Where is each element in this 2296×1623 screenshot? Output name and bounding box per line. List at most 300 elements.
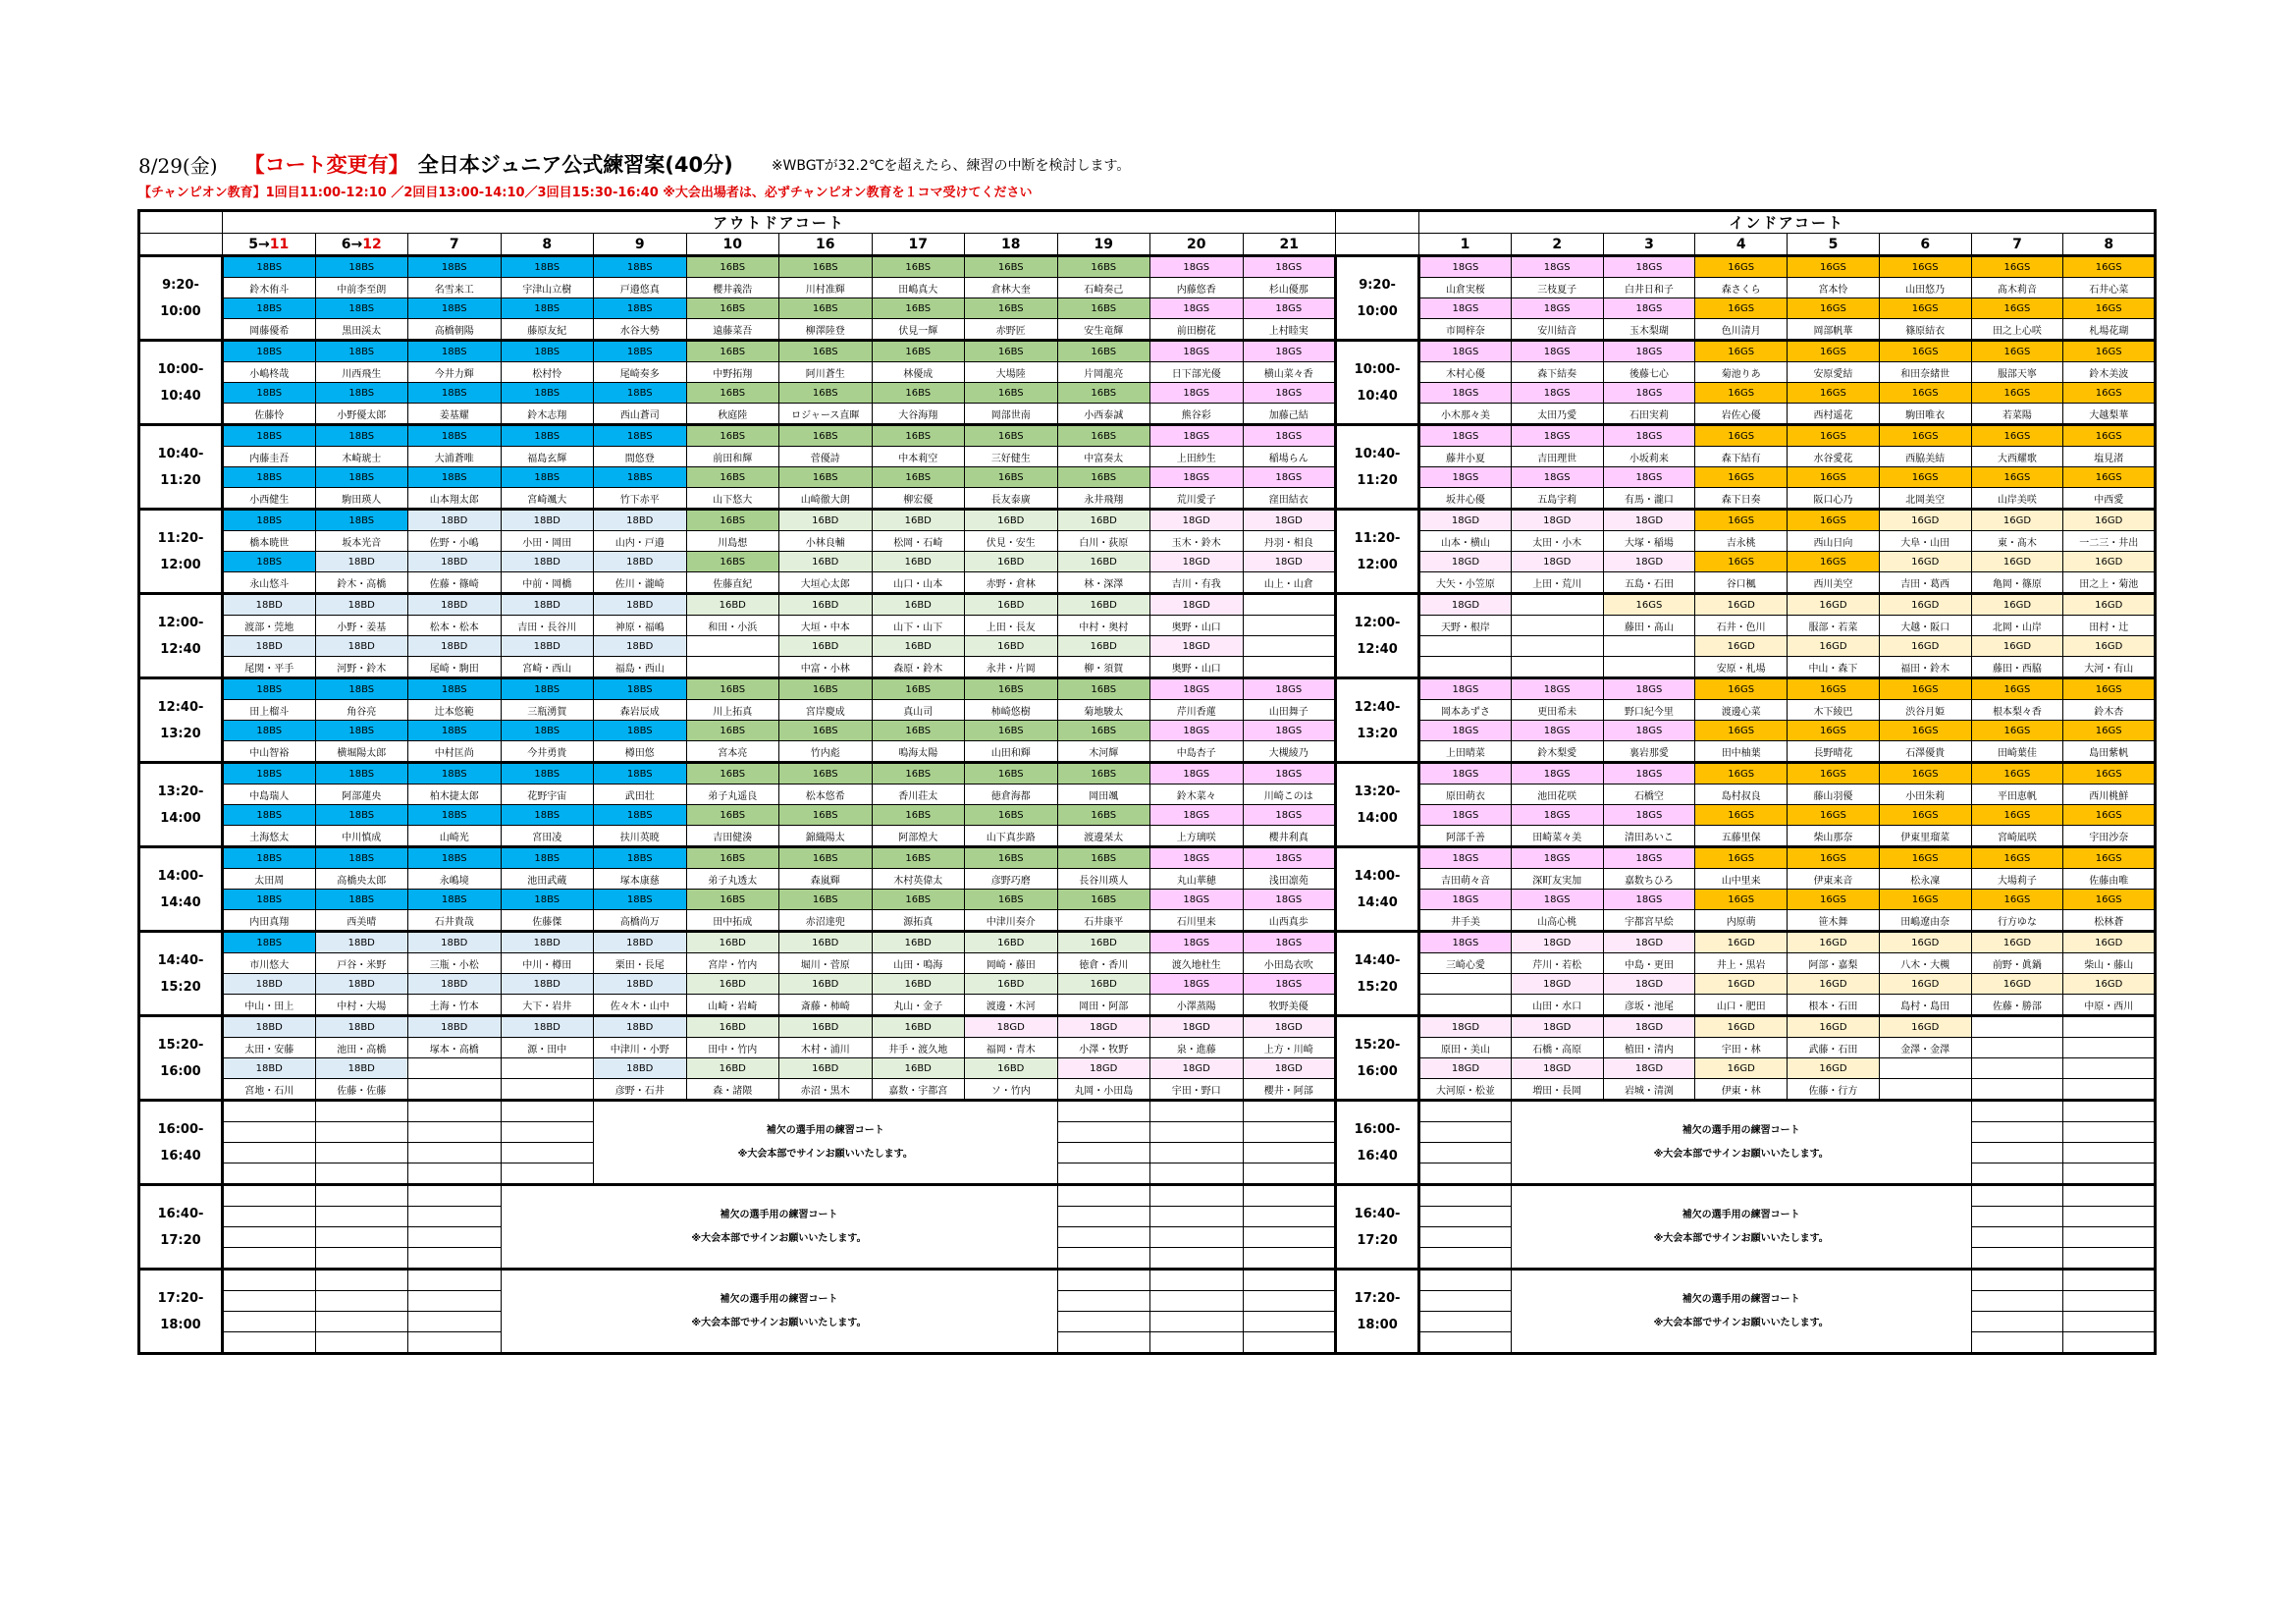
schedule-row <box>139 488 2156 510</box>
player-name-cell: 菊地駿太 <box>1057 700 1150 721</box>
empty-cell <box>2063 1248 2156 1270</box>
court-event-cell: 16GS <box>1971 678 2063 700</box>
court-event-cell: 18GS <box>1511 721 1603 741</box>
empty-cell <box>1057 1312 1150 1332</box>
player-name-cell: 宮崎颯大 <box>501 488 594 510</box>
player-name-cell: 間悠登 <box>594 447 687 467</box>
court-event-cell: 18GS <box>1511 805 1603 826</box>
player-name-cell: 石崎奏己 <box>1057 278 1150 298</box>
court-event-cell: 16GS <box>1603 594 1695 616</box>
time-start: 17:20- <box>157 1290 204 1306</box>
court-event-cell: 18GS <box>1243 763 1336 784</box>
player-name-cell: 篠原結衣 <box>1879 319 1971 341</box>
court-event-cell: 16BD <box>686 1058 779 1079</box>
player-name-cell: 柴山那奈 <box>1788 826 1880 847</box>
document-header <box>138 149 1130 200</box>
court-event-cell: 16BD <box>779 932 873 953</box>
empty-cell <box>1419 1207 1512 1227</box>
player-name-cell: 亀岡・篠原 <box>1971 572 2063 594</box>
court-event-cell: 18GS <box>1150 763 1244 784</box>
player-name-cell: 西山蒼司 <box>594 404 687 425</box>
indoor-court-number: 2 <box>1511 234 1603 256</box>
court-event-cell: 18BS <box>223 552 316 572</box>
court-event-cell: 18GD <box>1150 510 1244 531</box>
court-event-cell: 16GS <box>1788 847 1880 869</box>
player-name-cell: 北岡美空 <box>1879 488 1971 510</box>
court-event-cell: 16BD <box>686 594 779 616</box>
player-name-cell: 日下部光優 <box>1150 362 1244 383</box>
court-event-cell: 18BS <box>223 678 316 700</box>
substitute-note <box>594 1101 1058 1185</box>
player-name-cell: 芹川香蓮 <box>1150 700 1244 721</box>
empty-cell <box>408 1207 502 1227</box>
empty-cell <box>315 1207 408 1227</box>
player-name-cell: 赤沼・黒木 <box>779 1079 873 1101</box>
player-name-cell: 宮本亮 <box>686 741 779 763</box>
empty-cell <box>223 1270 316 1291</box>
court-event-cell: 16GS <box>1788 425 1880 447</box>
schedule-row <box>139 763 2156 784</box>
player-name-cell: 浅田凛苑 <box>1243 869 1336 890</box>
court-event-cell: 16BS <box>686 341 779 362</box>
court-event-cell: 16BD <box>779 1016 873 1038</box>
time-start: 12:40- <box>157 699 204 715</box>
schedule-row <box>139 890 2156 910</box>
empty-cell <box>1057 1101 1150 1122</box>
player-name-cell: 鈴木美波 <box>2063 362 2156 383</box>
court-event-cell: 16BD <box>779 594 873 616</box>
court-event-cell: 18GS <box>1419 467 1512 488</box>
court-event-cell: 18BD <box>594 552 687 572</box>
court-event-cell: 18GD <box>1603 1016 1695 1038</box>
player-name-cell: 安原・札場 <box>1695 657 1788 678</box>
player-name-cell: 櫻井義浩 <box>686 278 779 298</box>
court-event-cell: 18BS <box>408 890 502 910</box>
player-name-cell: 山崎・岩崎 <box>686 995 779 1016</box>
court-event-cell: 16BS <box>686 298 779 319</box>
court-event-cell: 16BS <box>779 298 873 319</box>
player-name-cell: 大谷海翔 <box>872 404 965 425</box>
court-event-cell: 18GS <box>1243 678 1336 700</box>
court-event-cell: 18BS <box>315 425 408 447</box>
time-end: 14:40 <box>1357 894 1398 910</box>
player-name-cell: 中原・西川 <box>2063 995 2156 1016</box>
substitute-note-line1: 補欠の選手用の練習コート <box>1682 1293 1800 1305</box>
court-event-cell: 18GS <box>1150 721 1244 741</box>
time-end: 12:00 <box>1357 557 1398 572</box>
time-start: 9:20- <box>162 277 199 293</box>
player-name-cell: 石田実莉 <box>1603 404 1695 425</box>
court-event-cell: 16GD <box>1879 974 1971 995</box>
court-event-cell: 18GS <box>1150 256 1244 278</box>
player-name-cell: 丹羽・相良 <box>1243 531 1336 552</box>
substitute-note-line1: 補欠の選手用の練習コート <box>1682 1209 1800 1220</box>
court-event-cell: 18BS <box>408 298 502 319</box>
court-event-cell: 16BD <box>779 552 873 572</box>
court-event-cell <box>1879 1058 1971 1079</box>
court-event-cell: 18BS <box>501 847 594 869</box>
court-event-cell: 18GS <box>1603 298 1695 319</box>
player-name-cell: 山本翔太郎 <box>408 488 502 510</box>
schedule-row <box>139 341 2156 362</box>
player-name-cell: 森・諸隈 <box>686 1079 779 1101</box>
player-name-cell: 伊東・林 <box>1695 1079 1788 1101</box>
substitute-note-line2: ※大会本部でサインお願いいたします。 <box>691 1317 867 1328</box>
outdoor-court-number: 17 <box>872 234 965 256</box>
court-event-cell: 18BS <box>223 467 316 488</box>
player-name-cell <box>1243 657 1336 678</box>
court-event-cell: 18GD <box>1150 636 1244 657</box>
substitute-note-indoor <box>1511 1101 1971 1185</box>
court-event-cell: 16BS <box>779 467 873 488</box>
player-name-cell: 山田・水口 <box>1511 995 1603 1016</box>
schedule-row <box>139 847 2156 869</box>
schedule-row <box>139 1079 2156 1101</box>
court-event-cell: 16GS <box>2063 341 2156 362</box>
court-event-cell: 18GD <box>1243 1016 1336 1038</box>
player-name-cell: 上方・川崎 <box>1243 1038 1336 1058</box>
player-name-cell: 太田乃愛 <box>1511 404 1603 425</box>
player-name-cell: 杉山優那 <box>1243 278 1336 298</box>
court-event-cell: 16BD <box>686 1016 779 1038</box>
court-event-cell: 16BS <box>872 298 965 319</box>
player-name-cell: 小田・岡田 <box>501 531 594 552</box>
court-event-cell: 16GS <box>1971 383 2063 404</box>
player-name-cell: 中川慎成 <box>315 826 408 847</box>
player-name-cell: 永山悠斗 <box>223 572 316 594</box>
court-event-cell: 16BD <box>965 552 1058 572</box>
player-name-cell: 井手美 <box>1419 910 1512 932</box>
court-event-cell: 18GD <box>1603 1058 1695 1079</box>
empty-cell <box>1150 1207 1244 1227</box>
player-name-cell: 菅優詩 <box>779 447 873 467</box>
court-event-cell: 16BS <box>686 383 779 404</box>
court-event-cell: 16GS <box>1695 256 1788 278</box>
court-event-cell: 16BS <box>872 678 965 700</box>
court-event-cell <box>1511 636 1603 657</box>
player-name-cell: 太田周 <box>223 869 316 890</box>
player-name-cell: 今井勇貴 <box>501 741 594 763</box>
player-name-cell <box>501 1079 594 1101</box>
player-name-cell: 和田・小浜 <box>686 616 779 636</box>
court-event-cell: 16GS <box>1695 425 1788 447</box>
empty-cell <box>1150 1143 1244 1163</box>
court-event-cell: 16GD <box>1971 974 2063 995</box>
court-event-cell: 16BS <box>686 552 779 572</box>
player-name-cell: 札場花瑚 <box>2063 319 2156 341</box>
court-event-cell: 16GS <box>1788 721 1880 741</box>
empty-cell <box>1057 1227 1150 1248</box>
player-name-cell: 中前李至朗 <box>315 278 408 298</box>
empty-cell <box>408 1143 502 1163</box>
player-name-cell <box>2063 1079 2156 1101</box>
court-event-cell: 16BS <box>1057 678 1150 700</box>
player-name-cell: 伊東里瑠菜 <box>1879 826 1971 847</box>
player-name-cell: 宮岸慶成 <box>779 700 873 721</box>
player-name-cell: 小西泰誠 <box>1057 404 1150 425</box>
player-name-cell: 渡邊心菜 <box>1695 700 1788 721</box>
court-event-cell: 16BS <box>965 678 1058 700</box>
empty-cell <box>1057 1185 1150 1207</box>
player-name-cell: 田村・辻 <box>2063 616 2156 636</box>
player-name-cell: 市川悠大 <box>223 953 316 974</box>
court-event-cell: 18GS <box>1603 805 1695 826</box>
player-name-cell: 鈴木梨愛 <box>1511 741 1603 763</box>
player-name-cell: 角谷亮 <box>315 700 408 721</box>
player-name-cell <box>1971 1038 2063 1058</box>
player-name-cell: 木崎琥士 <box>315 447 408 467</box>
court-event-cell: 16BD <box>965 974 1058 995</box>
player-name-cell: 太田・安藤 <box>223 1038 316 1058</box>
court-event-cell: 16GD <box>1971 552 2063 572</box>
empty-cell <box>501 1122 594 1143</box>
player-name-cell: 岡崎・藤田 <box>965 953 1058 974</box>
empty-cell <box>2063 1312 2156 1332</box>
court-event-cell: 18BD <box>315 1016 408 1038</box>
player-name-cell: 福田・鈴木 <box>1879 657 1971 678</box>
player-name-cell: 一二三・井出 <box>2063 531 2156 552</box>
wbgt-note: ※WBGTが32.2℃を超えたら、練習の中断を検討します。 <box>771 158 1131 174</box>
indoor-court-number: 4 <box>1695 234 1788 256</box>
player-name-cell: 嘉数・宇都宮 <box>872 1079 965 1101</box>
court-event-cell: 16GD <box>2063 974 2156 995</box>
court-event-cell: 16BD <box>779 510 873 531</box>
empty-cell <box>408 1185 502 1207</box>
empty-cell <box>223 1312 316 1332</box>
court-event-cell: 18BS <box>501 678 594 700</box>
empty-cell <box>2063 1122 2156 1143</box>
empty-cell <box>223 1101 316 1122</box>
player-name-cell: 柿崎悠樹 <box>965 700 1058 721</box>
player-name-cell: 中山・森下 <box>1788 657 1880 678</box>
court-event-cell: 16BS <box>1057 383 1150 404</box>
court-event-cell: 18BS <box>408 721 502 741</box>
empty-cell <box>501 1143 594 1163</box>
player-name-cell: 安生竜輝 <box>1057 319 1150 341</box>
player-name-cell: 大越・阪口 <box>1879 616 1971 636</box>
section-header-row <box>139 211 2156 234</box>
time-start: 16:40- <box>157 1206 204 1221</box>
player-name-cell: 中西愛 <box>2063 488 2156 510</box>
time-start: 15:20- <box>157 1037 204 1053</box>
court-event-cell: 18BD <box>501 510 594 531</box>
court-event-cell: 18GS <box>1243 805 1336 826</box>
court-event-cell: 16BS <box>779 678 873 700</box>
time-start: 10:00- <box>157 361 204 377</box>
court-event-cell: 18BD <box>223 1058 316 1079</box>
player-name-cell: 岡田颯 <box>1057 784 1150 805</box>
court-event-cell: 18BD <box>315 594 408 616</box>
schedule-row <box>139 741 2156 763</box>
player-name-cell: 鈴木・高橋 <box>315 572 408 594</box>
court-event-cell: 16BS <box>779 341 873 362</box>
player-name-cell: 駒田瑛人 <box>315 488 408 510</box>
time-end: 16:00 <box>1357 1063 1398 1079</box>
court-event-cell: 16BS <box>1057 763 1150 784</box>
outdoor-court-number: 10 <box>686 234 779 256</box>
player-name-cell: 彦野巧磨 <box>965 869 1058 890</box>
court-event-cell: 16GS <box>2063 383 2156 404</box>
corner-cell <box>139 211 223 234</box>
court-event-cell: 18GS <box>1511 763 1603 784</box>
player-name-cell: 山倉実桜 <box>1419 278 1512 298</box>
court-event-cell: 18BS <box>501 721 594 741</box>
court-event-cell: 18BS <box>501 467 594 488</box>
court-event-cell: 18BS <box>315 341 408 362</box>
court-event-cell: 16BS <box>686 256 779 278</box>
empty-cell <box>1971 1312 2063 1332</box>
player-name-cell: 三枝夏子 <box>1511 278 1603 298</box>
player-name-cell: 中本莉空 <box>872 447 965 467</box>
court-event-cell: 18BS <box>223 763 316 784</box>
schedule-row <box>139 256 2156 278</box>
player-name-cell: 山西真歩 <box>1243 910 1336 932</box>
time-start: 14:00- <box>157 868 204 884</box>
empty-cell <box>1150 1312 1244 1332</box>
time-slot-label <box>139 847 223 932</box>
court-event-cell: 18BS <box>594 256 687 278</box>
player-name-cell: 髙木莉音 <box>1971 278 2063 298</box>
time-start: 17:20- <box>1354 1290 1401 1306</box>
court-event-cell: 16GS <box>1879 805 1971 826</box>
court-event-cell: 18BS <box>223 932 316 953</box>
outdoor-court-number: 16 <box>779 234 873 256</box>
player-name-cell: 大塚・稲場 <box>1603 531 1695 552</box>
player-name-cell: 松本・松本 <box>408 616 502 636</box>
court-event-cell: 18GS <box>1243 890 1336 910</box>
substitute-note-indoor <box>1511 1270 1971 1354</box>
court-event-cell: 18GS <box>1150 890 1244 910</box>
empty-cell <box>1057 1248 1150 1270</box>
player-name-cell: 宇津山立樹 <box>501 278 594 298</box>
court-event-cell: 18GS <box>1243 974 1336 995</box>
court-event-cell: 16GS <box>1695 847 1788 869</box>
court-event-cell: 18GD <box>1057 1016 1150 1038</box>
court-event-cell: 18BD <box>408 636 502 657</box>
player-name-cell: 大河原・松並 <box>1419 1079 1512 1101</box>
player-name-cell: 前田和輝 <box>686 447 779 467</box>
player-name-cell: 長野晴花 <box>1788 741 1880 763</box>
court-event-cell: 18BD <box>501 974 594 995</box>
empty-cell <box>408 1101 502 1122</box>
player-name-cell: 長友泰廣 <box>965 488 1058 510</box>
player-name-cell: 徳倉海都 <box>965 784 1058 805</box>
player-name-cell: 香川荘太 <box>872 784 965 805</box>
court-event-cell: 18GD <box>1419 1058 1512 1079</box>
player-name-cell: 彦坂・池尾 <box>1603 995 1695 1016</box>
title-line <box>138 149 1130 179</box>
player-name-cell: 安川結音 <box>1511 319 1603 341</box>
player-name-cell: 若菜陽 <box>1971 404 2063 425</box>
court-event-cell: 16GS <box>1788 763 1880 784</box>
empty-cell <box>1419 1101 1512 1122</box>
player-name-cell: 林優成 <box>872 362 965 383</box>
court-event-cell: 18BS <box>408 805 502 826</box>
court-event-cell: 16GS <box>1971 298 2063 319</box>
empty-cell <box>1243 1163 1336 1185</box>
court-event-cell: 18BS <box>223 256 316 278</box>
empty-cell <box>1971 1185 2063 1207</box>
court-event-cell: 16BS <box>965 383 1058 404</box>
substitute-note-line1: 補欠の選手用の練習コート <box>766 1124 884 1136</box>
court-event-cell: 18GD <box>965 1016 1058 1038</box>
time-end: 11:20 <box>1357 472 1398 488</box>
player-name-cell: 土海悠太 <box>223 826 316 847</box>
player-name-cell: 柳澤陸登 <box>779 319 873 341</box>
player-name-cell: 源・田中 <box>501 1038 594 1058</box>
player-name-cell: 菊池りあ <box>1695 362 1788 383</box>
court-event-cell: 18GS <box>1243 298 1336 319</box>
player-name-cell: 中島・更田 <box>1603 953 1695 974</box>
player-name-cell: 宮岸・竹内 <box>686 953 779 974</box>
empty-cell <box>1971 1332 2063 1354</box>
player-name-cell: 更田希未 <box>1511 700 1603 721</box>
schedule-row <box>139 1058 2156 1079</box>
court-event-cell: 18BS <box>315 256 408 278</box>
court-event-cell: 18GS <box>1243 256 1336 278</box>
indoor-court-number: 6 <box>1879 234 1971 256</box>
court-event-cell <box>1971 1058 2063 1079</box>
court-event-cell: 16GS <box>2063 467 2156 488</box>
time-end: 13:20 <box>160 726 201 741</box>
court-event-cell: 18BS <box>223 847 316 869</box>
empty-cell <box>2063 1227 2156 1248</box>
court-event-cell: 18BD <box>501 1016 594 1038</box>
court-event-cell: 16BS <box>686 890 779 910</box>
substitute-note-line1: 補欠の選手用の練習コート <box>1682 1124 1800 1136</box>
player-name-cell: 宮本怜 <box>1788 278 1880 298</box>
empty-cell <box>1150 1332 1244 1354</box>
player-name-cell: 西美晴 <box>315 910 408 932</box>
court-event-cell: 18GD <box>1511 552 1603 572</box>
schedule-row <box>139 932 2156 953</box>
time-slot-label-indoor <box>1336 1270 1419 1354</box>
player-name-cell: 大矢・小笠原 <box>1419 572 1512 594</box>
player-name-cell: 根本梨々香 <box>1971 700 2063 721</box>
player-name-cell: 栗田・長尾 <box>594 953 687 974</box>
player-name-cell: 中富・小林 <box>779 657 873 678</box>
court-event-cell: 16GS <box>1879 298 1971 319</box>
player-name-cell: 大阜・山田 <box>1879 531 1971 552</box>
schedule-row <box>139 995 2156 1016</box>
time-slot-label <box>139 510 223 594</box>
court-event-cell: 18BD <box>408 552 502 572</box>
player-name-cell: 市岡梓奈 <box>1419 319 1512 341</box>
time-end: 16:40 <box>160 1148 201 1163</box>
time-start: 13:20- <box>1354 784 1401 799</box>
practice-schedule-table <box>137 209 2157 1355</box>
court-event-cell: 16GS <box>2063 763 2156 784</box>
player-name-cell: 木村心優 <box>1419 362 1512 383</box>
court-event-cell: 18GS <box>1243 721 1336 741</box>
player-name-cell: 佐藤・篠崎 <box>408 572 502 594</box>
court-event-cell: 18GS <box>1511 298 1603 319</box>
time-start: 12:00- <box>1354 615 1401 630</box>
court-event-cell: 18BS <box>501 890 594 910</box>
time-end: 16:00 <box>160 1063 201 1079</box>
schedule-row <box>139 616 2156 636</box>
player-name-cell: 福島玄輝 <box>501 447 594 467</box>
empty-cell <box>1243 1122 1336 1143</box>
player-name-cell: 山口・肥田 <box>1695 995 1788 1016</box>
court-event-cell: 18GS <box>1603 721 1695 741</box>
player-name-cell: 泉・進藤 <box>1150 1038 1244 1058</box>
empty-cell <box>1150 1248 1244 1270</box>
court-event-cell: 18GS <box>1511 467 1603 488</box>
player-name-cell: 森下結奏 <box>1511 362 1603 383</box>
player-name-cell: 山下・山下 <box>872 616 965 636</box>
court-event-cell: 18GS <box>1419 721 1512 741</box>
